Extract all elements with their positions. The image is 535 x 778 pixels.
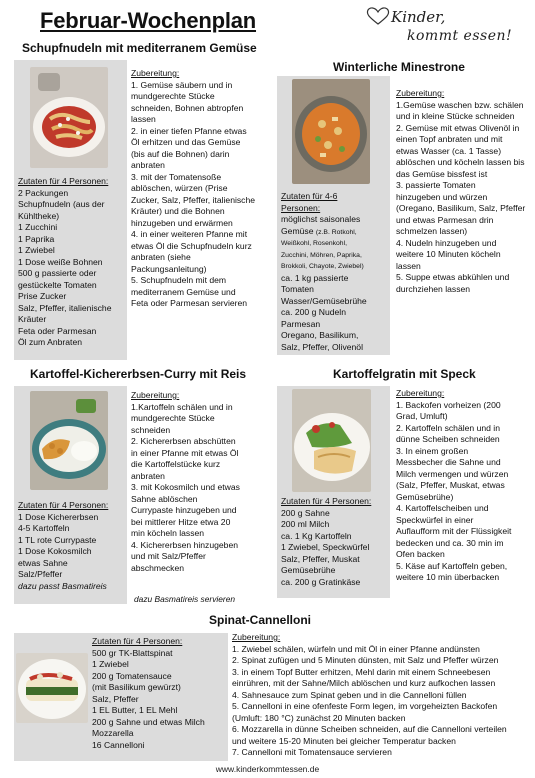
prep-line: Messbecher die Sahne und (396, 457, 501, 467)
brand-logo (365, 6, 530, 46)
ingredient: 200 g Sahne und etwas Milch (92, 716, 205, 727)
prep-line: mediterranem Gemüse und (131, 286, 236, 297)
prep-line: abschmecken (131, 562, 185, 573)
ingredient: Parmesan (281, 318, 321, 329)
ingredient-note: dazu passt Basmatireis (18, 580, 107, 591)
prep-line: hinzugeben und erwärmen (131, 217, 233, 228)
ingredients-cannelloni (92, 636, 205, 751)
ingredient: 200 g Sahne (281, 507, 330, 518)
prep-line: Feta oder Parmesan servieren (131, 298, 248, 308)
ingredient: Kräuter (18, 314, 47, 324)
ingredient: Öl zum Anbraten (18, 337, 83, 347)
prep-line: (Oregano, Basilikum, Salz, Pfeffer (396, 203, 526, 213)
page-title: Februar-Wochenplan (40, 8, 257, 33)
preparation-minestrone (396, 88, 525, 295)
prep-line: schneiden, Bohnen abtropfen (131, 102, 244, 113)
ingredient: 1 Dose Kokosmilch (18, 546, 92, 556)
prep-line: Milch vermengen und würzen (396, 468, 509, 479)
prep-line: Zucker, Salz, Pfeffer, italienische (131, 194, 256, 205)
ingredient: 500 g passierte oder (18, 268, 97, 278)
prep-line: 4. Nudeln hinzugeben und (396, 237, 497, 248)
prep-line: 3. mit der Tomatensoße (131, 171, 222, 182)
ingredient: Gemüse (281, 225, 314, 236)
ingredient-with-note (281, 226, 367, 239)
prep-line: 2. in einer tiefen Pfanne etwas (131, 125, 247, 136)
ingredient-note: Weißkohl, Rosenkohl, (281, 240, 347, 247)
ingredients-header: Personen: (281, 202, 321, 213)
heart-icon (365, 6, 391, 26)
prep-line: 4. Kichererbsen hinzugeben (131, 539, 239, 550)
ingredient: 200 ml Milch (281, 519, 330, 529)
ingredient: 1 Zwiebel (92, 659, 129, 669)
preparation-curry (131, 390, 240, 574)
prep-line: 5. Suppe etwas abkühlen und (396, 272, 510, 282)
ingredients-header: Zutaten für 4 Personen: (18, 176, 109, 186)
prep-line: mundgerechte Stücke (131, 413, 215, 423)
prep-line: hinzugeben und würzen (396, 191, 488, 202)
ingredient: 1 Zucchini (18, 222, 58, 232)
prep-line: weitere 10 Minuten köcheln (396, 249, 501, 259)
ingredient: 200 g Tomatensauce (92, 670, 172, 681)
prep-line: 3. mit Kokosmilch und etwas (131, 482, 240, 492)
ingredient: 2 Packungen (18, 187, 69, 198)
prep-line: min köcheln lassen (131, 528, 205, 538)
prep-line: schmelzen lassen) (396, 226, 468, 236)
ingredient-note: (z.B. Rotkohl, (315, 228, 357, 236)
prep-line: lassen (396, 260, 421, 271)
ingredient: Prise Zucker (18, 291, 67, 301)
prep-line: 1. Zwiebel schälen, würfeln und mit Öl in einer Pfanne andünsten (232, 643, 480, 654)
prep-line: 3. in einem Topf Butter erhitzen, Mehl darin mit einem Schneebesen (232, 666, 491, 677)
prep-line: einrühren, mit der Sahne/Milch ablöschen und kurz aufkochen lassen (232, 678, 496, 688)
ingredient: Salz, Pfeffer, italienische (18, 302, 112, 313)
prep-line: Gemüsebrühe) (396, 491, 454, 502)
prep-line: Kräuter) und die Bohnen (131, 206, 225, 216)
ingredient: Salz, Pfeffer, Olivenöl (281, 341, 364, 352)
prep-line: mundgerechte Stücke (131, 91, 215, 101)
ingredient: ca. 200 g Nudeln (281, 307, 346, 317)
ingredient: Salz, Pfeffer, Muskat (281, 553, 360, 564)
recipe-title-gratin: Kartoffelgratin mit Speck (333, 367, 476, 381)
prep-line: dünne Scheiben schneiden (396, 434, 500, 444)
preparation-header: Zubereitung: (396, 88, 445, 98)
recipe-title-cannelloni: Spinat-Cannelloni (209, 613, 311, 627)
prep-line: (Salz, Pfeffer, Muskat, etwas (396, 480, 505, 490)
ingredient: Tomaten (281, 284, 314, 294)
prep-line: Grad, Umluft) (396, 411, 448, 421)
ingredient: gestückelte Tomaten (18, 279, 97, 290)
prep-line: 1. Gemüse säubern und in (131, 79, 233, 90)
prep-line: 6. Mozzarella in dünne Scheiben schneiden, auf die Cannelloni verteilen (232, 724, 507, 734)
ingredient: 1 Zwiebel (18, 245, 55, 255)
ingredient: 1 TL rote Currypaste (18, 534, 97, 545)
prep-line: 2. Kichererbsen abschütten (131, 436, 236, 446)
prep-line: 1. Backofen vorheizen (200 (396, 399, 501, 410)
ingredient: Salz/Pfeffer (18, 569, 63, 579)
prep-line: 2. Gemüse mit etwas Olivenöl in (396, 122, 520, 133)
prep-line: 2. Spinat zufügen und 5 Minuten dünsten, mit Salz und Pfeffer würzen (232, 655, 499, 665)
prep-line: bedecken und ca. 30 min im (396, 537, 504, 548)
recipe-title-minestrone: Winterliche Minestrone (333, 60, 465, 74)
brand-line-2: kommt essen! (407, 28, 513, 44)
serving-note-curry: dazu Basmatireis servieren (134, 594, 236, 604)
prep-line: einen Topf anbraten und mit (396, 134, 503, 144)
prep-line: anbraten (131, 160, 165, 170)
prep-line: und mit Salz/Pfeffer (131, 551, 206, 561)
prep-line: 4. Sahnesauce zum Spinat geben und in die Cannelloni füllen (232, 689, 467, 700)
curry-photo (30, 391, 108, 490)
prep-line: 7. Cannelloni mit Tomatensauce servieren (232, 747, 392, 757)
prep-line: Auflaufform mit der Flüssigkeit (396, 526, 512, 536)
ingredient: Salz, Pfeffer (92, 693, 139, 704)
prep-line: und in kleine Stücke schneiden (396, 111, 515, 121)
preparation-header: Zubereitung: (232, 632, 281, 642)
preparation-gratin (396, 388, 511, 584)
prep-line: 4. in einer weiteren Pfanne mit (131, 229, 248, 239)
ingredient-note: Brokkoli, Chayote, Zwiebel) (281, 263, 364, 270)
preparation-schupfnudeln (131, 68, 255, 310)
ingredient: 4-5 Kartoffeln (18, 523, 70, 533)
gratin-photo (292, 389, 371, 492)
ingredient: 16 Cannelloni (92, 739, 145, 750)
prep-line: ablöschen, würzen (Prise (131, 183, 228, 193)
prep-line: und weitere 15-20 Minuten bei gleicher Temperatur backen (232, 735, 456, 746)
prep-line: weitere 10 min überbacken (396, 572, 500, 582)
ingredient: Mozzarella (92, 728, 134, 738)
ingredient: Feta oder Parmesan (18, 325, 97, 336)
ingredients-header: Zutaten für 4 Personen: (18, 500, 109, 510)
prep-line: etwas Wasser (ca. 1 Tasse) (396, 145, 502, 156)
ingredient: möglichst saisonales (281, 214, 361, 224)
ingredient: 1 Paprika (18, 233, 55, 244)
recipe-title-curry: Kartoffel-Kichererbsen-Curry mit Reis (30, 367, 247, 381)
footer-url[interactable]: www.kinderkommtessen.de (215, 764, 320, 774)
prep-line: 5. Cannelloni in eine ofenfeste Form legen, im vorgeheizten Backofen (232, 701, 498, 711)
prep-line: 1.Kartoffeln schälen und in (131, 401, 233, 412)
ingredients-header: Zutaten für 4-6 (281, 191, 338, 201)
preparation-header: Zubereitung: (131, 390, 180, 400)
ingredient: 1 Dose Kichererbsen (18, 511, 99, 522)
prep-line: Öl erhitzen und das Gemüse (131, 137, 241, 147)
prep-line: 3. In einem großen (396, 445, 469, 456)
ingredient: 1 Dose weiße Bohnen (18, 256, 103, 267)
prep-line: schneiden (131, 424, 171, 435)
ingredient: Wasser/Gemüsebrühe (281, 295, 367, 306)
prep-line: 5. Käse auf Kartoffeln geben, (396, 560, 508, 571)
prep-line: Ofen backen (396, 549, 445, 559)
ingredient: Gemüsebrühe (281, 565, 336, 575)
minestrone-photo (292, 79, 370, 184)
prep-line: bei mittlerer Hitze etwa 20 (131, 516, 231, 527)
prep-line: das Gemüse bissfest ist (396, 168, 488, 179)
ingredients-minestrone (281, 191, 367, 353)
cannelloni-photo (16, 653, 88, 723)
ingredient: ca. 1 Kg Kartoffeln (281, 530, 352, 541)
prep-line: durchziehen lassen (396, 283, 471, 294)
prep-line: 4. Kartoffelscheiben und (396, 503, 489, 513)
ingredients-gratin (281, 496, 371, 588)
preparation-header: Zubereitung: (131, 68, 180, 78)
ingredient: etwas Sahne (18, 557, 68, 568)
prep-line: in einer Pfanne mit etwas Öl (131, 447, 239, 458)
prep-line: 5. Schupfnudeln mit dem (131, 275, 227, 285)
ingredients-curry (18, 500, 108, 592)
schupfnudeln-photo (30, 67, 108, 168)
brand-line-1: Kinder, (391, 8, 446, 26)
preparation-header: Zubereitung: (396, 388, 445, 398)
prep-line: und etwas Parmesan drin (396, 214, 494, 225)
prep-line: Sahne ablöschen (131, 493, 198, 504)
prep-line: (Umluft: 180 °C) zunächst 20 Minuten backen (232, 712, 406, 723)
prep-line: 1.Gemüse waschen bzw. schälen (396, 99, 524, 110)
prep-line: Speckwürfel in einer (396, 514, 474, 525)
ingredient: 1 Zwiebel, Speckwürfel (281, 542, 370, 552)
prep-line: anbraten (131, 470, 165, 481)
ingredients-header: Zutaten für 4 Personen: (92, 636, 183, 646)
ingredient: (mit Basilikum gewürzt) (92, 682, 181, 692)
prep-line: Packungsanleitung) (131, 263, 207, 274)
ingredient: 1 EL Butter, 1 EL Mehl (92, 705, 178, 715)
prep-line: (bis auf die Bohnen) darin (131, 148, 230, 159)
ingredient: ca. 1 kg passierte (281, 272, 349, 283)
ingredient: 500 gr TK-Blattspinat (92, 647, 173, 658)
ingredient: Schupfnudeln (aus der (18, 199, 105, 209)
prep-line: anbraten (siehe (131, 252, 191, 262)
prep-line: ablöschen und köcheln lassen bis (396, 157, 525, 167)
prep-line: die Kartoffelstücke kurz (131, 459, 221, 469)
ingredient: Kühltheke) (18, 210, 60, 221)
prep-line: Currypaste hinzugeben und (131, 505, 237, 515)
prep-line: etwas Öl die Schupfnudeln kurz (131, 240, 252, 251)
recipe-title-schupfnudeln: Schupfnudeln mit mediterranem Gemüse (22, 41, 257, 55)
prep-line: lassen (131, 114, 156, 124)
prep-line: 2. Kartoffeln schälen und in (396, 422, 500, 433)
preparation-cannelloni (232, 632, 507, 759)
ingredient: Oregano, Basilikum, (281, 330, 359, 340)
ingredient-note: Zucchini, Möhren, Paprika, (281, 251, 362, 259)
prep-line: 3. passierte Tomaten (396, 180, 476, 190)
ingredients-header: Zutaten für 4 Personen: (281, 496, 372, 506)
ingredients-schupfnudeln (18, 176, 111, 349)
ingredient: ca. 200 g Gratinkäse (281, 576, 361, 587)
